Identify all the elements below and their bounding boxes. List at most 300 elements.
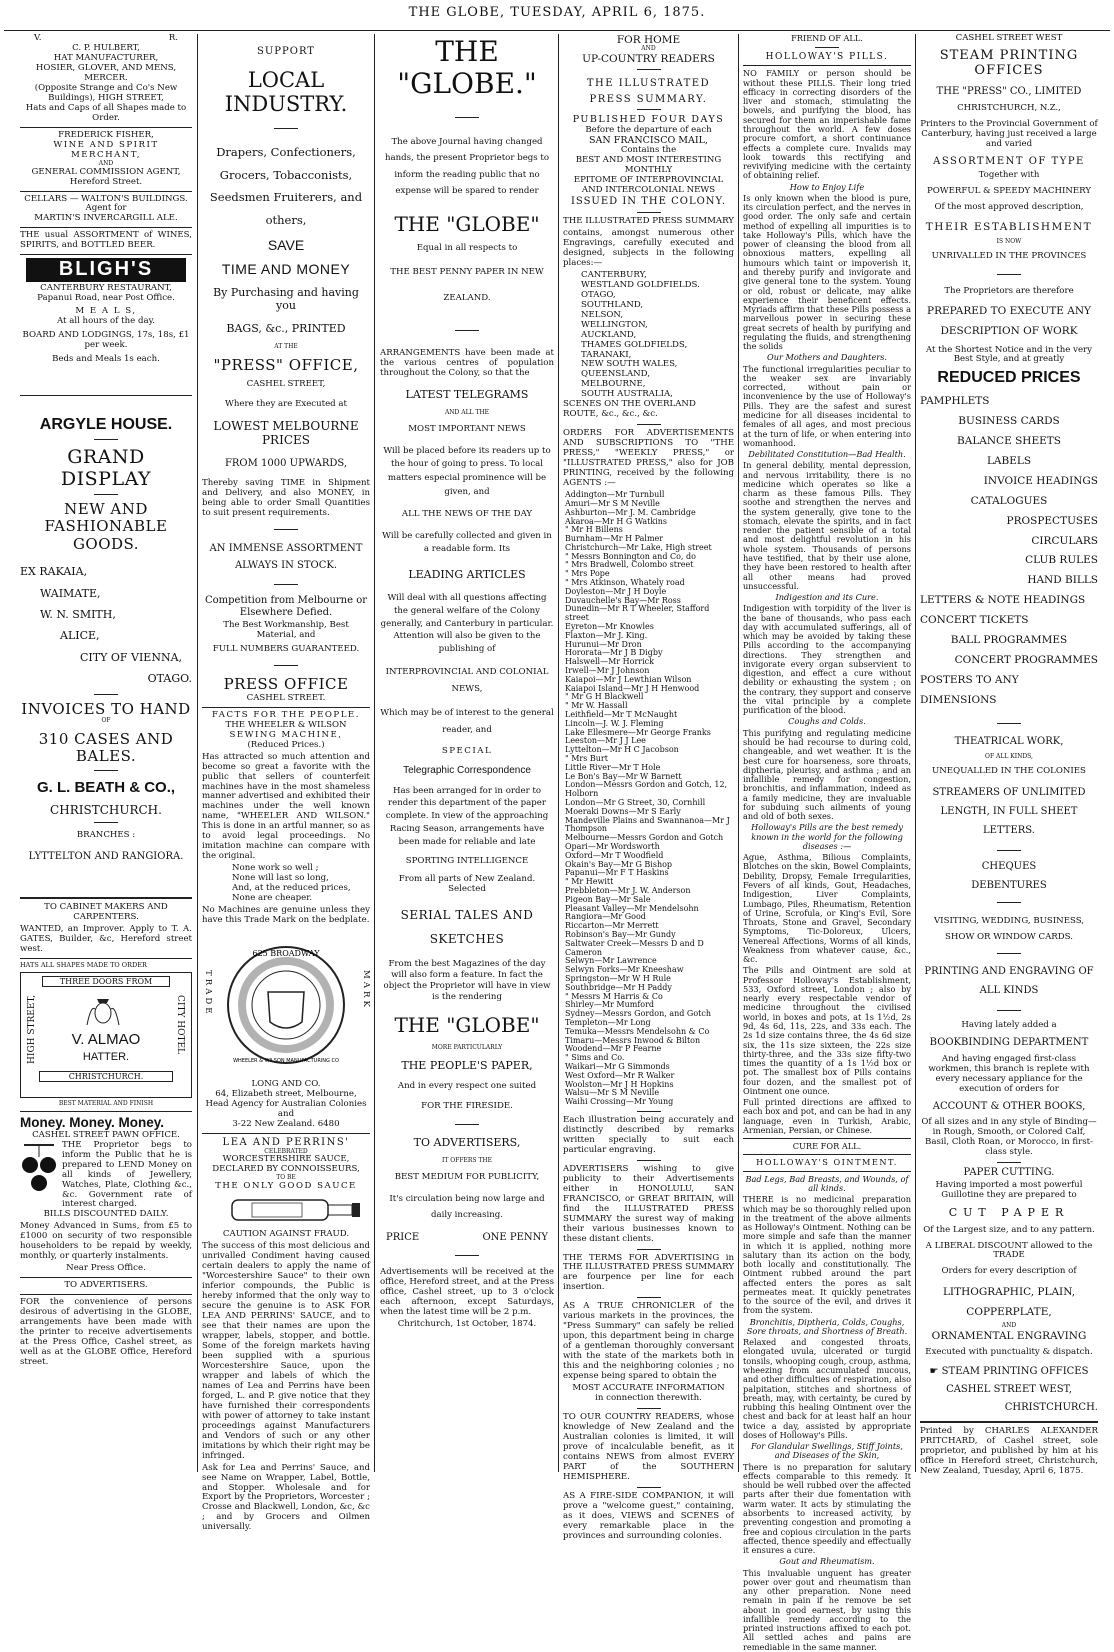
verse-line: And, at the reduced prices, [232,883,351,894]
drapers: Drapers, Confectioners, Grocers, Tobacconists, Seedsmen Fruiterers, and others, [209,145,363,227]
argyle-title: ARGYLE HOUSE. [39,416,173,434]
lea-perrins-ad [202,1137,370,1533]
scenes: SCENES ON THE OVERLAND ROUTE, &c., &c., &c. [563,399,696,420]
fisher-line: GENERAL COMMISSION AGENT, [31,166,181,177]
money-title: Money. Money. Money. [20,1115,165,1131]
agent-item: Prebbleton—Mr J. W. Anderson [565,885,691,895]
column-rule [558,34,559,1472]
place: THAMES GOLDFIELDS, [581,339,688,350]
long-addr: 64, Elizabeth street, Melbourne, [215,1089,357,1100]
bligh-line: Papanui Road, near Post Office. [37,292,175,303]
agent-item: " Mrs Atkinson, Whately road [565,578,685,588]
argyle-lyttelton: LYTTELTON AND RANGIORA. [28,851,184,863]
facts-title: FACTS FOR THE PEOPLE. [212,709,360,720]
print-item: CATALOGUES [970,494,1048,507]
discount: A LIBERAL DISCOUNT allowed to the TRADE [925,1240,1093,1261]
agent-item: Melbourne—Messrs Gordon and Gotch [565,833,724,843]
column-rule [197,34,198,1472]
at-the: AT THE [274,342,298,350]
cabinet-ad [20,903,192,955]
collected: Will be carefully collected and given in a readable form. Its [382,530,552,555]
agent-item: " Sims and Co. [565,1053,625,1063]
agent-item: Sydney—Messrs Gordon, and Gotch [565,1009,711,1019]
proprietors: The Proprietors are therefore [944,286,1074,297]
place: SOUTHLAND, [581,299,644,310]
price-line [380,1232,554,1244]
immense: AN IMMENSE ASSORTMENT ALWAYS IN STOCK. [209,543,363,572]
agent-item: Waikari—Mr G Simmonds [565,1061,670,1071]
money-bills: BILLS DISCOUNTED DAILY. [43,1209,169,1220]
best-medium: BEST MEDIUM FOR PUBLICITY, [394,1172,540,1183]
received: Advertisements will be received at the office, Hereford street, and at the Press office, Cashel street, up to 3 o'clock each afternoon, except Saturdays, when the latest time will be 2 p.m. [380,1267,554,1318]
agent-item: Leeston—Mr J J Lee [565,736,646,746]
interprov: INTERPROVINCIAL AND COLONIAL NEWS, [385,667,549,695]
lea-declared: DECLARED BY CONNOISSEURS, [212,1164,360,1175]
account-books: ACCOUNT & OTHER BOOKS, [932,1100,1086,1112]
sewing: SEWING MACHINE, [229,729,343,740]
column-2 [202,34,371,1533]
bags: BAGS, &c., PRINTED [226,321,346,335]
interest: Which may be of interest to the general reader, and [380,707,554,735]
description: DESCRIPTION OF WORK [940,325,1078,338]
verse-line: None are cheaper. [232,893,313,904]
masthead: THE GLOBE, TUESDAY, APRIL 6, 1875. [408,5,706,20]
agent-item: Robinson's Bay—Mr Gundy [565,929,676,939]
steam-printing-2-label: STEAM PRINTING OFFICES [941,1366,1089,1378]
fisher-ale: MARTIN'S INVERCARGILL ALE. [34,213,178,224]
lea-celebrated: CELEBRATED [264,1147,308,1155]
almao-right: CITY HOTEL [175,995,185,1055]
for-home: FOR HOME [616,34,681,46]
pawn-balls-icon [20,1141,58,1195]
prepared: PREPARED TO EXECUTE ANY [927,305,1091,318]
illustrated: THE ILLUSTRATED [586,78,711,90]
powerful: POWERFUL & SPEEDY MACHINERY [926,186,1092,197]
arrangements: ARRANGEMENTS have been made at the various centres of population throughout the Colony, so that the [380,347,554,378]
print-item: BALL PROGRAMMES [950,634,1068,647]
telegrams: LATEST TELEGRAMS [405,387,529,401]
bligh-ad [20,258,192,365]
executed: Where they are Executed at [225,399,347,410]
ointment-o4: This invaluable unguent has greater power over gout and rheumatism than any other preparation. None need remain in pain if he remove be set about in good earnest, by using this infallible remedy according to the printed instructions affixed to each pot. All settled aches and pains are remediable in the same manner. [743,1567,911,1652]
hulbert-line: Hats and Caps of all Shapes made to Order. [25,102,187,123]
agent-item: Addington—Mr Turnbull [565,490,665,500]
engaged: And having engaged first-class workmen, this branch is replete with every necessary appliance for the execution of orders for [928,1053,1090,1094]
peoples: THE PEOPLE'S PAPER, [401,1058,533,1072]
theatrical: THEATRICAL WORK, [954,735,1064,747]
ointment-o3: There is no preparation for salutary effects comparable to this remedy. It should be well rubbed over the affected parts after their due fomentation with warm water. It acts by stimulating the absorbents to increased activity, by preventing congestion and promoting a free and copious circulation in the parts affected, thence speedily and effectually it ensures a cure. [743,1461,911,1556]
sporting: SPORTING INTELLIGENCE [405,855,529,866]
place: NELSON, [581,309,624,320]
placed: Will be placed before its readers up to the hour of going to press. To local matters especial prominence will be given, and [383,445,551,497]
fisher-agent: Agent for [85,203,127,214]
agent-item: Oxford—Mr T Woodfield [565,850,664,860]
steam-printing-2 [920,1366,1098,1378]
agent-item: Southbridge—Mr H Paddy [565,982,672,992]
orders: Orders for every description of [941,1266,1077,1277]
cut-paper: CUT PAPER [948,1205,1070,1219]
agent-item: London—Mr G Street, 30, Cornhill [565,798,706,807]
save: SAVE [267,237,305,253]
agent-item: Pleasant Valley—Mr Mendelsohn [565,903,699,913]
agent-item: Leithfield—Mr T McNaught [565,710,678,720]
hulbert-ad [20,34,192,124]
cashel-2: CASHEL STREET. [246,692,326,703]
agent-item: " Messrs M Harris & Co [565,991,663,1001]
agent-item: Kaiapoi—Mr J Lewthian Wilson [565,674,692,684]
print-items [920,392,1098,711]
agent-item: West Oxford—Mr R Walker [565,1070,675,1080]
agent-item: Timaru—Messrs Inwood & Bilton [565,1035,701,1045]
wheeler-ad [202,711,370,1130]
bligh-line: CANTERBURY RESTAURANT, [40,282,172,293]
fisher-wines: THE usual ASSORTMENT of WINES, SPIRITS, and BOTTLED BEER. [20,230,192,251]
column-rule [374,34,375,1472]
seal-ring-text: WHEELER & WILSON MANUFACTURING CO [233,1058,339,1065]
print-item: PROSPECTUSES [1006,514,1098,527]
place: AUCKLAND, [581,329,637,340]
cure-for-all: CURE FOR ALL. [792,1141,862,1152]
column-6 [920,33,1098,1477]
pills-h-debil: Debilitated Constitution—Bad Health. [748,449,906,460]
almao-left: HIGH STREET, [27,995,37,1065]
argyle-new: NEW AND FASHIONABLE GOODS. [44,499,168,553]
agent-item: Papanui—Mr F T Haskins [565,868,669,878]
agent-item: " Messrs Bonnington and Co, do [565,551,696,561]
bligh-board: BOARD AND LODGINGS, 17s, 18s, £1 per week. [22,330,190,351]
by-purchasing: By Purchasing and having you [213,286,359,313]
place: CANTERBURY, [581,269,647,280]
argyle-ad [20,416,192,862]
agent-item: Le Bon's Bay—Mr W Barnett [565,771,682,781]
accurate: MOST ACCURATE INFORMATION [572,1383,725,1394]
agent-item: Woolston—Mr J H Hopkins [565,1079,674,1089]
pills-p8: The Pills and Ointment are sold at Professor Holloway's Establishment, 533, Oxford street, London ; also by nearly every respectable vendor of medicine throughout the civilised world, in boxes and pots, at 1s 1½d, 2s 9d, 4s 6d, 11s, 22s, and 33s each. The 2s 1d size contains three, the 4s 6d size six, the 11s size sixteen, the 22s size thirty-three, and the 33s size fifty-two times the quantity of a 1s 1½d box or pot. The smallest box of Pills contains four dozen, and the smallest pot of Ointment one ounce. [743,965,911,1096]
agent-item: Temuka—Messrs Mendelsohn & Co [565,1026,710,1036]
argyle-vienna: CITY OF VIENNA, [80,650,183,664]
argyle-of: OF [101,717,111,725]
cashel-west-2: CASHEL STREET WEST, [946,1383,1072,1395]
place: WELLINGTON, [581,319,648,330]
more: MORE PARTICULARLY [431,1043,503,1051]
pills-h-indig: Indigestion and its Cure. [775,592,879,603]
of-all-kinds: OF ALL KINDS, [985,752,1033,760]
agent-item: Irwell—Mr J Johnson [565,666,650,676]
vr-right: R. [168,33,178,43]
steam-printing: STEAM PRINTING OFFICES [939,47,1079,79]
agent-item: Walsu—Mr S M Neville [565,1088,660,1098]
column-1 [20,34,192,1472]
press-co: THE "PRESS" CO., LIMITED [936,86,1082,98]
thereby: Thereby saving TIME in Shipment and Delivery, and also MONEY, in being able to order Small Quantities to suit present requirements. [202,478,370,519]
epitome: EPITOME OF INTERPROVINCIAL AND INTERCOLONIAL NEWS [573,175,724,196]
print-item: BUSINESS CARDS [958,414,1060,427]
before: Before the departure of each [585,124,712,135]
holloways-ointment: HOLLOWAY'S OINTMENT. [756,1157,898,1168]
arranged: Has been arranged for in order to render this department of the paper complete. In view of the approaching Racing Season, arrangements have been made for reliable and late [385,785,549,848]
agent-item: Selwyn—Mr Lawrence [565,956,657,966]
together: Together with [978,170,1040,181]
lea-ask: Ask for Lea and Perrins' Sauce, and see Name on Wrapper, Label, Bottle, and Stopper. Wholesale and for Export by the Proprietors, Worcester ; Crosse and Blackwell, London, &c, &c ; and by Grocers and Oilmen universally. [202,1462,370,1533]
hand-pointer-icon: ☛ [929,1366,939,1378]
executed: Executed with punctuality & dispatch. [925,1347,1093,1358]
fireside-companion: AS A FIRE-SIDE COMPANION, it will prove a "welcome guest," containing, as it does, VIEWS and SCENES of every remarkable place in the provinces and surrounding colonies. [563,1490,734,1541]
upcountry: UP-COUNTRY READERS [582,53,715,66]
agent-item: Waihi Crossing—Mr Young [565,1097,674,1107]
serial: SERIAL TALES AND SKETCHES [400,907,534,946]
agent-item: Opari—Mr Wordsworth [565,841,660,851]
magazines: From the best Magazines of the day will also form a feature. In fact the object the Proprietor will have in view is the rendering [383,958,551,1003]
cashel: CASHEL STREET, [246,379,326,390]
place: TARANAKI, [581,349,632,360]
masthead-rule [4,30,1110,31]
facts-text: Has attracted so much attention and become so great a favorite with the public that sellers of counterfeit machines have in the most shameless manner advertised and exhibited their machines under the well known name, "WHEELER AND WILSON." This is done in an artful manner, so as to avoid legal proceedings. No imitation machine can compare with the original. [202,751,370,862]
advertisers-text: FOR the convenience of persons desirous of advertising in the GLOBE, arrangements have been made with the printer to receive advertisements at the Press Office, Cashel street, as well as at the GLOBE Office, Hereford street. [20,1297,192,1368]
place: MELBOURNE, [581,379,646,390]
offers: IT OFFERS THE [441,1157,493,1165]
print-item: LETTERS & NOTE HEADINGS [920,594,1086,607]
fisher-and: AND [98,159,114,167]
all-news: ALL THE NEWS OF THE DAY [401,508,533,519]
agent-item: " Mrs Burt [565,754,608,764]
agent-item: " Mr H Billens [565,525,623,535]
reduced-prices: REDUCED PRICES [937,369,1081,387]
christchurch-2: CHRISTCHURCH. [1004,1401,1098,1413]
agent-item: Duvauchelle's Bay—Mr Ross [565,595,681,605]
print-item: CONCERT TICKETS [920,614,1029,627]
lea-wsauce: WORCESTERSHIRE SAUCE, [222,1154,350,1165]
pills-h-coughs: Coughs and Colds. [788,716,866,727]
hulbert-line: HOSIER, GLOVER, AND MENS, MERCER. [35,62,177,83]
pills-h-remedy: Holloway's Pills are the best remedy known in the world for the following diseases :— [751,822,903,851]
ointment-h-gland: For Glandular Swellings, Stiff Joints, and Diseases of the Skin, [751,1441,903,1461]
pills-p5: Indigestion with torpidity of the liver is the bane of thousands, who pass each day with accumulated sufferings, all of which may be avoided by taking these Pills according to the accompanying directions. They strengthen and invigorate every organ subservient to digestion, and effect a cure without debility or exhausting the system ; on the contrary, they support and conserve the vital principle by a complete purification of the blood. [743,603,911,716]
best-int: BEST AND MOST INTERESTING [575,155,722,166]
agent-item: Pigeon Bay—Mr Sale [565,894,651,904]
agent-item: Moeraki Downs—Mr S Early [565,806,681,816]
advertisers-title: TO ADVERTISERS. [64,1280,148,1291]
establishment: THEIR ESTABLISHMENT [925,221,1093,234]
trade-mark-seal [226,930,346,1080]
from-1000: FROM 1000 UPWARDS, [224,457,348,469]
binding: Of all sizes and in any style of Binding—in Rough, Smooth, or Colored Calf, Basil, Cloth Roan, or Morocco, in first-class style. [921,1117,1097,1158]
contains: Contains the [620,145,677,156]
almao-ad [20,962,192,1108]
agent-item: Mandeville Plains and Swannanoa—Mr J Thompson [565,815,730,834]
agent-item: Riccarton—Mr Merrett [565,921,659,931]
seal-top-text: 625 BROADWAY [252,949,320,959]
hulbert-line: HAT MANUFACTURER, [53,52,159,63]
terms: THE TERMS FOR ADVERTISING in THE ILLUSTRATED PRESS SUMMARY are fourpence per line for each insertion. [563,1252,734,1293]
globe-intro: The above Journal having changed hands, the present Proprietor begs to inform the reading public that no expense will be spared to render [384,136,550,196]
print-item: INVOICE HEADINGS [983,474,1098,487]
money-ad [20,1115,192,1274]
press-office: "PRESS" OFFICE, [213,355,359,374]
argyle-branches: BRANCHES : [76,830,136,841]
circulation: It's circulation being now large and daily increasing. [389,1194,545,1221]
agent-item: Flaxton—Mr J. King. [565,630,648,640]
agent-item: Little River—Mr T Hole [565,762,661,772]
lea-caution: CAUTION AGAINST FRAUD. [222,1229,350,1240]
fisher-ad [20,131,192,252]
cabinet-title: TO CABINET MAKERS AND CARPENTERS. [44,901,168,922]
pills-p4: In general debility, mental depression, and nervous irritability, there is no medicine which operates so like a charm as these famous Pills. They soothe and strengthen the nerves and the system generally, give tone to the stomach, elevate the spirits, and in fact render the patient sensible of a total and most delightful revolution in his whole system. Thousands of persons have testified, that by their use alone, they have been restored to health after all other means had proved unsuccessful. [743,460,911,591]
each: Each illustration being accurately and distinctly described by remarks written specially to suit each particular engraving. [563,1114,734,1155]
to-advertisers: TO ADVERTISERS, [413,1136,521,1150]
bligh-hours: At all hours of the day. [56,316,156,327]
price-value: ONE PENNY [482,1231,548,1243]
agent-item: Amuri—Mr S M Neville [565,498,660,508]
pills-p3: The functional irregularities peculiar to the weaker sex are invariably corrected, without pain or inconvenience by the use of Holloway's Pills. They are the safest and surest medicine for all diseases incidental to females of all ages, and most precious at the turn of life, or when entering into womanhood. [743,363,911,448]
leading: LEADING ARTICLES [408,568,526,582]
agent-item: " Mr G H Blackwell [565,692,644,702]
almao-name: V. ALMAO [71,1031,141,1049]
special: SPECIAL [441,745,493,756]
sauce-bottle-icon [202,1192,370,1226]
agent-item: Kaiapoi Island—Mr J H Henwood [565,683,700,693]
pills-h-life: How to Enjoy Life [789,181,865,192]
ointment-o2: Relaxed and congested throats, elongated uvula, ulcerated or turgid tonsils, whooping cough, croup, asthma, wheezing from accumulated mucous, and other difficulties of respiration, also palpitation, stitches and shortness of breath, may, with certainty, be cured by rubbing this healing Ointment over the chest and back for at least half an hour twice a day, assisted by appropriate doses of Holloway's Pills. [743,1337,912,1440]
fisher-name: FREDERICK FISHER, [58,129,154,140]
agent-item: Rangiora—Mr Good [565,912,646,922]
agent-item: Saltwater Creek—Messrs D and D Cameron [565,938,704,957]
approved: Of the most approved description, [934,202,1084,213]
print-item: LABELS [986,454,1032,467]
date: Chritchurch, 1st October, 1874. [397,1319,537,1330]
published: PUBLISHED FOUR DAYS [572,114,725,126]
chch: CHRISTCHURCH, N.Z., [957,102,1061,113]
agent-item: Dunedin—Mr R T Wheeler, Stafford street [565,604,710,623]
lea-title: LEA AND PERRINS' [222,1136,350,1148]
press-office-2: PRESS OFFICE [223,675,349,694]
ointment-h-gout: Gout and Rheumatism. [779,1556,875,1567]
pills-p7: Ague, Asthma, Bilious Complaints, Blotches on the skin, Bowel Complaints, Debility, Dropsy, Female Irregularities, Fevers of all kinds, Gout, Headaches, Indigestion, Liver Complaints, Lumbago, Piles, Rheumatism, Retention of Urine, Scrofula, or King's Evil, Sore Throats, Stone and Gravel, Secondary Symptoms, Tic-Doloreux, Ulcers, Venereal Affections, Worms of all kinds, Weakness from whatever cause, &c., &c. [743,852,911,965]
column-rule [738,34,739,1472]
almao-box [20,972,192,1098]
verse-line: None work so well ; [232,863,319,874]
printers: Printers to the Provincial Government of Canterbury, having just received a large and varied [920,118,1098,149]
agent-item: Burnham—Mr H Palmer [565,534,664,544]
agent-item: Doyleston—Mr J H Doyle [565,586,667,596]
agent-item: " Mrs Bradwell, Colombo street [565,560,694,570]
column-rule [915,34,916,1472]
agents-list [563,491,734,1107]
almao-hatter: HATTER. [82,1051,130,1064]
long-co: LONG AND CO. [251,1079,321,1090]
argyle-beath: G. L. BEATH & CO., [36,778,176,796]
issued: ISSUED IN THE COLONY. [570,196,727,208]
bligh-beds: Beds and Meals 1s each. [52,354,160,365]
cheques: CHEQUES [981,860,1037,872]
cabinet-text: WANTED, an Improver. Apply to T. A. GATES, Builder, &c, Hereford street west. [20,923,192,954]
hulbert-name: C. P. HULBERT, [72,42,140,53]
ips-text: contains, amongst numerous other Engravings, carefully executed and designed, subjects in the following places:— [563,227,734,268]
argyle-chch: CHRISTCHURCH. [50,803,162,818]
ointment-h-bronch: Bronchitis, Diptheria, Colds, Coughs, Sore throats, and Shortness of Breath. [746,1316,908,1336]
almao-chch: CHRISTCHURCH. [39,1071,173,1082]
printed-by: Printed by CHARLES ALEXANDER PRITCHARD, of Cashel street, sole proprietor, and published by him at his office in Hereford street, Christchurch, New Zealand, Tuesday, April 6, 1875. [920,1426,1098,1477]
place: OTAGO, [581,289,616,300]
column-5 [743,33,912,1652]
pills-p9: Full printed directions are affixed to each box and pot, and can be had in any language, even in Turkish, Arabic, Armenian, Persian, or Chinese. [743,1097,911,1135]
argyle-otago: OTAGO. [147,672,192,686]
money-near: Near Press Office. [66,1263,146,1274]
agent-item: Hurunui—Mr Dron [565,639,642,649]
no-machines: No Machines are genuine unless they have this Trade Mark on the bedplate. [202,905,370,926]
paper-cutting: PAPER CUTTING. [963,1167,1055,1179]
time-money: TIME AND MONEY [221,261,351,278]
holloways-pills: HOLLOWAY'S PILLS. [765,52,889,63]
bligh-title: BLIGH'S [26,258,186,281]
pills-h-mothers: Our Mothers and Daughters. [766,352,888,363]
chronicler: AS A TRUE CHRONICLER of the various markets in the provinces, the "Press Summary" can safely be relied upon, this department being in charge of a gentleman thoroughly conversant with the state of the markets both in this and the neighboring colonies ; no expense being spared to obtain the [563,1301,734,1382]
best-work: The Best Workmanship, Best Material, and [223,620,349,641]
hats-title: HATS ALL SHAPES MADE TO ORDER [20,960,147,969]
shortest: At the Shortest Notice and in the very Best Style, and at greatly [925,344,1093,365]
bookbinding: BOOKBINDING DEPARTMENT [929,1037,1089,1049]
agent-item: Eyreton—Mr Knowles [565,622,654,632]
ips: THE ILLUSTRATED PRESS SUMMARY [563,215,734,226]
places-list [563,271,734,401]
country: TO OUR COUNTRY READERS, whose knowledge of New Zealand and the Australian colonies is limited, it will prove of incalculable benefit, as it contains NEWS from almost EVERY PART of the SOUTHERN HEMISPHERE. [563,1412,734,1482]
print-item: HAND BILLS [1027,574,1098,587]
largest: Of the Largest size, and to any pattern. [923,1224,1095,1235]
and: AND [1001,1322,1017,1330]
fisher-line: WINE AND SPIRIT MERCHANT, [53,139,159,160]
argyle-ex: EX RAKAIA, [20,565,88,579]
important: MOST IMPORTANT NEWS [408,423,526,434]
agent-item: Okain's Bay—Mr G Bishop [565,859,673,869]
advertisers: ADVERTISERS wishing to give publicity to their Advertisements either in HONOLULU, SAN FRANCISCO, or GREAT BRITAIN, will find the ILLUSTRATED PRESS SUMMARY the surest way of making their various businesses known to these distant clients. [563,1163,734,1244]
lea-tobe: TO BE [276,1174,296,1182]
agent-item: " Mrs Pope [565,569,610,579]
orders: ORDERS FOR ADVERTISEMENTS AND SUBSCRIPTIONS TO "THE PRESS," "WEEKLY PRESS," or "ILLUSTRATED PRESS," also for JOB PRINTING, received by the following AGENTS :— [563,428,734,489]
agent-item: Woodend—Mr P Fearne [565,1044,662,1054]
bad-legs: Bad Legs, Bad Breasts, and Wounds, of all kinds. [745,1173,909,1193]
money-office: CASHEL STREET PAWN OFFICE. [32,1129,180,1140]
wheeler: THE WHEELER & WILSON [225,719,347,730]
royal-arms-icon [83,995,123,1029]
pills-p6: This purifying and regulating medicine should be had recourse to during cold, changeable, and wet weather. It is the best cure for hoarseness, sore throats, diptheria, pleurisy, and asthma ; and an infallible remedy for congestion, bronchitis, and inflammation, indeed as a family medicine, they are invaluable for subduing such ailments of young and old of both sexes. [743,727,911,822]
print-item: POSTERS TO ANY DIMENSIONS [920,674,1019,707]
pills-p1: NO FAMILY or person should be without these PILLS. Their long tried efficacy in correcting disorders of the liver and stomach, stimulating the bowels, and purifying the blood, has secured for them an imperishable fame throughout the world. A few doses procure comfort, a short continuance effects a complete cure. Invalids may look towards this rectifying and revivifying medicine with the certainty of obtaining relief. [743,68,911,181]
fisher-line: Hereford Street. [69,176,143,187]
agent-item: Shirley—Mr Mumford [565,1000,655,1010]
place: NEW SOUTH WALES, [581,359,678,370]
hulbert-line: (Opposite Strange and Co's New Buildings), HIGH STREET, [34,82,178,103]
telegraphic: Telegraphic Correspondence [403,764,531,776]
cashel-west: CASHEL STREET WEST [955,33,1063,43]
globe-title-2: THE "GLOBE" [394,212,540,237]
globe-title-3: THE "GLOBE" [394,1012,540,1037]
long-head: Head Agency for Australian Colonies and [205,1099,367,1119]
argyle-cases: 310 CASES AND BALES. [38,730,174,766]
reduced: (Reduced Prices.) [247,739,325,750]
agent-item: Lyttelton—Mr H C Jacobson [565,745,679,755]
printing-engraving: PRINTING AND ENGRAVING OF ALL KINDS [924,966,1094,997]
verse-line: None will last so long, [232,873,329,884]
long-nz: 3-22 New Zealand. 6480 [232,1118,340,1129]
agent-item: Selwyn Forks—Mr Kneeshaw [565,965,684,975]
vr-left: V. [34,33,42,43]
argyle-invoices: INVOICES TO HAND [21,699,191,718]
argyle-smith: W. N. SMITH, [40,607,116,621]
lately: Having lately added a [961,1020,1057,1031]
lea-only: THE ONLY GOOD SAUCE [215,1181,357,1192]
ornamental: ORNAMENTAL ENGRAVING [931,1330,1087,1343]
agent-item: Springston—Mr W H Rule [565,973,671,983]
agent-item: Christchurch—Mr Lake, High street [565,542,712,552]
